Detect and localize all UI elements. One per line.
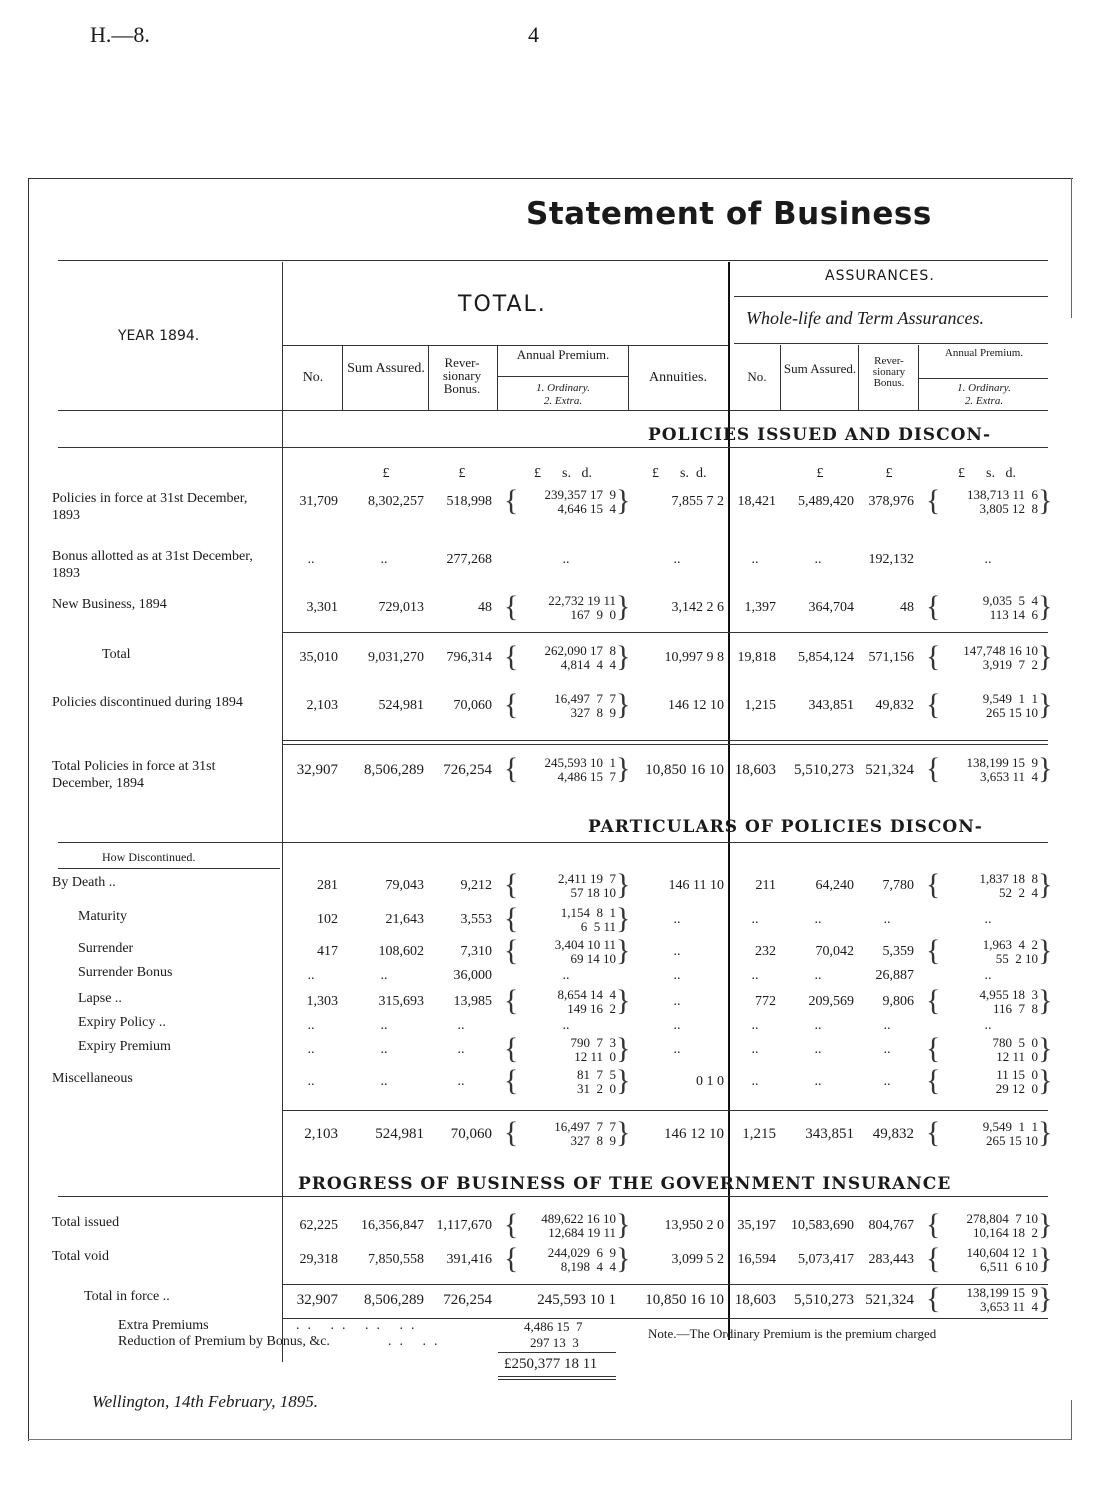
reduction-label: Reduction of Premium by Bonus, &c. <box>118 1334 330 1349</box>
cell-a-bonus: 378,976 <box>868 494 914 509</box>
cell-no: 417 <box>317 944 338 959</box>
cell-sum: 7,850,558 <box>368 1252 424 1267</box>
cell-no: 2,103 <box>304 1126 338 1142</box>
unit-a-pound-sum: £ <box>816 466 824 481</box>
cell-a-bonus: 283,443 <box>868 1252 914 1267</box>
cell-prem: .. <box>562 968 570 983</box>
brace-left: { <box>504 752 519 785</box>
brace-right: } <box>1038 1282 1053 1315</box>
row-label: Policies in force at 31st December, 1893 <box>52 491 248 523</box>
cell-bonus: 70,060 <box>450 1126 492 1142</box>
brace-right: } <box>616 1032 631 1065</box>
cell-prem: 245,593 10 1 <box>537 1292 616 1308</box>
cell-a-bonus: .. <box>883 912 891 927</box>
cell-ann: .. <box>673 968 681 983</box>
cell-a-prem: 278,804 7 10 10,164 18 2 <box>966 1211 1038 1240</box>
brace-right: } <box>1038 688 1053 721</box>
brace-left: { <box>504 1064 519 1097</box>
row-label: Miscellaneous <box>52 1071 133 1086</box>
cell-a-sum: .. <box>814 1018 822 1033</box>
brace-left: { <box>926 688 941 721</box>
cell-a-no: .. <box>751 912 759 927</box>
cell-a-no: 18,603 <box>734 762 776 778</box>
brace-left: { <box>926 640 941 673</box>
cell-a-no: .. <box>751 1018 759 1033</box>
brace-right: } <box>616 1242 631 1275</box>
cell-ann: 10,850 16 10 <box>645 762 724 778</box>
cell-a-no: 16,594 <box>737 1252 776 1267</box>
cell-a-bonus: 48 <box>900 600 914 615</box>
cell-a-sum: 5,510,273 <box>794 762 854 778</box>
cell-ann: 10,997 9 8 <box>664 650 724 665</box>
cell-no: .. <box>307 1018 315 1033</box>
cell-a-prem: 140,604 12 1 6,511 6 10 <box>966 1245 1038 1274</box>
cell-a-sum: 209,569 <box>808 994 854 1009</box>
cell-sum: 315,693 <box>378 994 424 1009</box>
cell-a-no: 1,215 <box>742 1126 776 1142</box>
cell-ann: .. <box>673 1042 681 1057</box>
brace-left: { <box>926 752 941 785</box>
brace-left: { <box>926 484 941 517</box>
brace-left: { <box>926 934 941 967</box>
cell-prem: .. <box>562 552 570 567</box>
unit-annuity: £ s. d. <box>652 466 707 481</box>
cell-bonus: 518,998 <box>446 494 492 509</box>
total-heading: TOTAL. <box>458 292 547 317</box>
cell-no: .. <box>307 552 315 567</box>
footer-place-date: Wellington, 14th February, 1895. <box>92 1392 319 1411</box>
brace-right: } <box>1038 1242 1053 1275</box>
cell-a-no: 1,397 <box>744 600 776 615</box>
brace-right: } <box>1038 868 1053 901</box>
col-a-sum-assured: Sum Assured. <box>783 361 857 376</box>
cell-a-sum: .. <box>814 968 822 983</box>
cell-no: 35,010 <box>299 650 338 665</box>
row-label: Expiry Premium <box>78 1039 171 1054</box>
cell-a-bonus: 7,780 <box>882 878 914 893</box>
cell-sum: 8,302,257 <box>368 494 424 509</box>
year-heading: YEAR 1894. <box>118 328 200 344</box>
brace-right: } <box>616 1208 631 1241</box>
cell-bonus: 36,000 <box>453 968 492 983</box>
cell-a-sum: .. <box>814 912 822 927</box>
cell-bonus: 726,254 <box>443 1292 492 1308</box>
cell-ann: 3,142 2 6 <box>671 600 724 615</box>
brace-left: { <box>504 590 519 623</box>
cell-a-prem: 138,199 15 9 3,653 11 4 <box>966 755 1038 784</box>
cell-no: 62,225 <box>299 1218 338 1233</box>
brace-left: { <box>926 1282 941 1315</box>
cell-a-bonus: 192,132 <box>868 552 914 567</box>
cell-a-sum: 343,851 <box>805 1126 854 1142</box>
cell-a-no: 19,818 <box>737 650 776 665</box>
row-label: Expiry Policy .. <box>78 1015 166 1030</box>
cell-a-prem: 9,549 1 1 265 15 10 <box>982 691 1038 720</box>
cell-a-sum: 343,851 <box>808 698 854 713</box>
cell-no: 281 <box>317 878 338 893</box>
cell-sum: 524,981 <box>378 698 424 713</box>
brace-right: } <box>616 640 631 673</box>
brace-right: } <box>1038 640 1053 673</box>
cell-ann: 10,850 16 10 <box>645 1292 724 1308</box>
unit-pound-sum: £ <box>382 466 390 481</box>
cell-no: 32,907 <box>296 1292 338 1308</box>
cell-prem: .. <box>562 1018 570 1033</box>
cell-bonus: 3,553 <box>460 912 492 927</box>
cell-a-bonus: 5,359 <box>882 944 914 959</box>
cell-a-prem: 1,837 18 8 52 2 4 <box>979 871 1038 900</box>
cell-a-bonus: 9,806 <box>882 994 914 1009</box>
brace-left: { <box>926 1064 941 1097</box>
cell-a-no: 18,603 <box>734 1292 776 1308</box>
brace-right: } <box>1038 590 1053 623</box>
row-label: Total Policies in force at 31st December, 1894 <box>52 759 216 791</box>
cell-ann: .. <box>673 994 681 1009</box>
cell-a-bonus: 49,832 <box>875 698 914 713</box>
document-reference: H.—8. <box>90 22 150 47</box>
cell-a-prem: 780 5 0 12 11 0 <box>992 1035 1038 1064</box>
brace-right: } <box>1038 934 1053 967</box>
cell-sum: 21,643 <box>385 912 424 927</box>
cell-no: .. <box>307 1042 315 1057</box>
col-a-rev-bonus: Rever-sionary Bonus. <box>872 355 906 389</box>
col-a-annual-premium: Annual Premium. <box>944 347 1024 359</box>
cell-prem: 3,404 10 11 69 14 10 <box>554 937 616 966</box>
cell-no: 32,907 <box>296 762 338 778</box>
page-title: Statement of Business <box>526 196 932 232</box>
cell-a-sum: .. <box>814 1074 822 1089</box>
brace-right: } <box>1038 1064 1053 1097</box>
cell-a-no: .. <box>751 552 759 567</box>
brace-left: { <box>926 868 941 901</box>
page-number: 4 <box>528 22 539 47</box>
brace-left: { <box>504 688 519 721</box>
cell-a-no: 211 <box>755 878 776 893</box>
cell-a-bonus: 804,767 <box>868 1218 914 1233</box>
cell-no: 1,303 <box>306 994 338 1009</box>
cell-no: .. <box>307 1074 315 1089</box>
cell-prem: 16,497 7 7 327 8 9 <box>554 1119 616 1148</box>
col-a-no: No. <box>747 369 767 384</box>
cell-a-no: 35,197 <box>737 1218 776 1233</box>
brace-right: } <box>616 868 631 901</box>
cell-sum: 524,981 <box>375 1126 424 1142</box>
cell-bonus: 48 <box>478 600 492 615</box>
cell-a-prem: .. <box>984 1018 992 1033</box>
cell-a-no: 1,215 <box>744 698 776 713</box>
cell-a-sum: 70,042 <box>815 944 854 959</box>
row-label: Bonus allotted as at 31st December, 1893 <box>52 549 253 581</box>
cell-prem: 16,497 7 7 327 8 9 <box>554 691 616 720</box>
row-label: Total in force .. <box>84 1289 170 1304</box>
cell-bonus: 726,254 <box>443 762 492 778</box>
unit-a-pound-bonus: £ <box>885 466 893 481</box>
note-text: Note.—The Ordinary Premium is the premium charged <box>648 1326 937 1341</box>
col-no: No. <box>302 370 324 385</box>
cell-a-sum: .. <box>814 1042 822 1057</box>
brace-left: { <box>504 1116 519 1149</box>
col-sum-assured: Sum Assured. <box>347 361 425 376</box>
unit-premium: £ s. d. <box>534 466 592 481</box>
row-label: By Death .. <box>52 875 116 890</box>
col-prem-extra: 2. Extra. <box>543 395 583 407</box>
cell-a-prem: 138,713 11 6 3,805 12 8 <box>966 487 1038 516</box>
brace-left: { <box>926 1242 941 1275</box>
how-discontinued-heading: How Discontinued. <box>102 850 196 864</box>
unit-a-premium: £ s. d. <box>958 466 1016 481</box>
brace-right: } <box>616 752 631 785</box>
cell-a-bonus: .. <box>883 1018 891 1033</box>
cell-bonus: 13,985 <box>453 994 492 1009</box>
cell-a-sum: 5,073,417 <box>798 1252 854 1267</box>
cell-a-sum: 64,240 <box>815 878 854 893</box>
brace-left: { <box>926 1032 941 1065</box>
brace-left: { <box>504 640 519 673</box>
brace-left: { <box>926 590 941 623</box>
cell-prem: 245,593 10 1 4,486 15 7 <box>544 755 616 784</box>
row-label: Total issued <box>52 1215 120 1230</box>
brace-right: } <box>616 484 631 517</box>
cell-bonus: .. <box>457 1018 465 1033</box>
cell-no: 2,103 <box>306 698 338 713</box>
cell-bonus: 796,314 <box>446 650 492 665</box>
cell-prem: 81 7 5 31 2 0 <box>577 1067 616 1096</box>
cell-a-prem: 9,549 1 1 265 15 10 <box>982 1119 1038 1148</box>
cell-a-no: 18,421 <box>737 494 776 509</box>
cell-prem: 790 7 3 12 11 0 <box>570 1035 616 1064</box>
cell-bonus: 70,060 <box>453 698 492 713</box>
brace-right: } <box>616 590 631 623</box>
cell-prem: 1,154 8 1 6 5 11 <box>560 905 616 934</box>
brace-left: { <box>926 984 941 1017</box>
cell-a-bonus: .. <box>883 1074 891 1089</box>
brace-right: } <box>616 984 631 1017</box>
cell-a-sum: 5,489,420 <box>798 494 854 509</box>
cell-bonus: .. <box>457 1074 465 1089</box>
extra-premiums-label: Extra Premiums <box>118 1318 209 1333</box>
brace-right: } <box>1038 1116 1053 1149</box>
cell-a-prem: 9,035 5 4 113 14 6 <box>982 593 1038 622</box>
brace-left: { <box>504 484 519 517</box>
row-label: Policies discontinued during 1894 <box>52 695 243 710</box>
cell-a-sum: 5,510,273 <box>794 1292 854 1308</box>
cell-a-prem: 4,955 18 3 116 7 8 <box>979 987 1038 1016</box>
col-prem-ordinary: 1. Ordinary. <box>536 382 590 394</box>
cell-sum: .. <box>380 552 388 567</box>
cell-sum: 16,356,847 <box>361 1218 424 1233</box>
cell-no: 3,301 <box>306 600 338 615</box>
whole-life-heading: Whole-life and Term Assurances. <box>746 308 984 328</box>
cell-sum: .. <box>380 968 388 983</box>
row-label: Maturity <box>78 909 127 924</box>
cell-sum: 8,506,289 <box>364 1292 424 1308</box>
cell-no: .. <box>307 968 315 983</box>
col-annual-premium: Annual Premium. <box>516 347 610 362</box>
brace-left: { <box>926 1116 941 1149</box>
cell-no: 29,318 <box>299 1252 338 1267</box>
cell-a-bonus: 521,324 <box>865 762 914 778</box>
cell-bonus: 7,310 <box>460 944 492 959</box>
brace-right: } <box>1038 752 1053 785</box>
cell-no: 31,709 <box>299 494 338 509</box>
cell-a-no: .. <box>751 1074 759 1089</box>
brace-right: } <box>616 1116 631 1149</box>
brace-right: } <box>1038 484 1053 517</box>
cell-no: 102 <box>317 912 338 927</box>
cell-ann: .. <box>673 912 681 927</box>
cell-a-prem: .. <box>984 552 992 567</box>
cell-ann: 146 11 10 <box>668 878 724 893</box>
cell-bonus: 391,416 <box>446 1252 492 1267</box>
cell-prem: 244,029 6 9 8,198 4 4 <box>547 1245 616 1274</box>
brace-left: { <box>504 868 519 901</box>
unit-pound-bonus: £ <box>458 466 466 481</box>
cell-bonus: 9,212 <box>460 878 492 893</box>
cell-sum: 8,506,289 <box>364 762 424 778</box>
brace-left: { <box>504 934 519 967</box>
cell-bonus: 1,117,670 <box>436 1218 492 1233</box>
cell-a-prem: 147,748 16 10 3,919 7 2 <box>963 643 1038 672</box>
col-a-prem-ordinary: 1. Ordinary. <box>957 382 1011 394</box>
extra-premiums-value: 4,486 15 7 <box>524 1319 583 1334</box>
cell-a-prem: 11 15 0 29 12 0 <box>995 1067 1038 1096</box>
cell-ann: 3,099 5 2 <box>671 1252 724 1267</box>
cell-bonus: 277,268 <box>446 552 492 567</box>
col-rev-bonus: Rever-sionary Bonus. <box>442 355 482 396</box>
cell-a-sum: 10,583,690 <box>791 1218 854 1233</box>
section-progress: PROGRESS OF BUSINESS OF THE GOVERNMENT INSURANCE <box>298 1174 952 1194</box>
cell-a-no: .. <box>751 968 759 983</box>
cell-a-bonus: 571,156 <box>868 650 914 665</box>
cell-a-sum: 364,704 <box>808 600 854 615</box>
brace-left: { <box>504 984 519 1017</box>
brace-left: { <box>504 902 519 935</box>
section-issued: POLICIES ISSUED AND DISCON- <box>648 425 992 445</box>
col-annuities: Annuities. <box>649 370 707 385</box>
cell-sum: 108,602 <box>378 944 424 959</box>
cell-a-prem: .. <box>984 968 992 983</box>
cell-sum: .. <box>380 1074 388 1089</box>
brace-right: } <box>1038 984 1053 1017</box>
cell-a-bonus: 49,832 <box>872 1126 914 1142</box>
cell-ann: .. <box>673 1018 681 1033</box>
brace-right: } <box>616 1064 631 1097</box>
cell-a-bonus: 26,887 <box>875 968 914 983</box>
reduction-value: 297 13 3 <box>530 1335 579 1350</box>
row-label: Surrender Bonus <box>78 965 173 980</box>
cell-prem: 489,622 16 10 12,684 19 11 <box>541 1211 616 1240</box>
brace-left: { <box>504 1032 519 1065</box>
row-label: Surrender <box>78 941 134 956</box>
grand-total: £250,377 18 11 <box>504 1356 598 1372</box>
row-label: Total <box>102 647 131 662</box>
cell-a-sum: .. <box>814 552 822 567</box>
cell-prem: 22,732 19 11 167 9 0 <box>548 593 616 622</box>
cell-ann: .. <box>673 944 681 959</box>
brace-left: { <box>504 1208 519 1241</box>
cell-a-no: .. <box>751 1042 759 1057</box>
cell-prem: 8,654 14 4 149 16 2 <box>557 987 616 1016</box>
row-label: Total void <box>52 1249 109 1264</box>
cell-ann: 0 1 0 <box>696 1074 724 1089</box>
cell-a-no: 772 <box>755 994 776 1009</box>
cell-ann: 13,950 2 0 <box>664 1218 724 1233</box>
cell-a-prem: 138,199 15 9 3,653 11 4 <box>966 1285 1038 1314</box>
cell-prem: 262,090 17 8 4,814 4 4 <box>544 643 616 672</box>
cell-sum: 79,043 <box>385 878 424 893</box>
cell-ann: 7,855 7 2 <box>671 494 724 509</box>
brace-right: } <box>616 688 631 721</box>
cell-ann: .. <box>673 552 681 567</box>
cell-sum: .. <box>380 1042 388 1057</box>
cell-prem: 2,411 19 7 57 18 10 <box>557 871 616 900</box>
cell-bonus: .. <box>457 1042 465 1057</box>
cell-a-prem: 1,963 4 2 55 2 10 <box>982 937 1038 966</box>
brace-right: } <box>616 902 631 935</box>
cell-a-bonus: .. <box>883 1042 891 1057</box>
row-label: Lapse .. <box>78 991 122 1006</box>
cell-a-prem: .. <box>984 912 992 927</box>
cell-a-sum: 5,854,124 <box>798 650 854 665</box>
cell-a-no: 232 <box>755 944 776 959</box>
brace-right: } <box>1038 1032 1053 1065</box>
assurances-heading: ASSURANCES. <box>825 268 935 284</box>
brace-right: } <box>1038 1208 1053 1241</box>
col-a-prem-extra: 2. Extra. <box>964 395 1004 407</box>
brace-left: { <box>926 1208 941 1241</box>
cell-ann: 146 12 10 <box>668 698 724 713</box>
cell-sum: 9,031,270 <box>368 650 424 665</box>
cell-sum: 729,013 <box>378 600 424 615</box>
cell-sum: .. <box>380 1018 388 1033</box>
section-particulars: PARTICULARS OF POLICIES DISCON- <box>588 817 983 837</box>
brace-right: } <box>616 934 631 967</box>
cell-prem: 239,357 17 9 4,646 15 4 <box>544 487 616 516</box>
row-label: New Business, 1894 <box>52 597 167 612</box>
brace-left: { <box>504 1242 519 1275</box>
cell-a-bonus: 521,324 <box>865 1292 914 1308</box>
cell-ann: 146 12 10 <box>664 1126 724 1142</box>
